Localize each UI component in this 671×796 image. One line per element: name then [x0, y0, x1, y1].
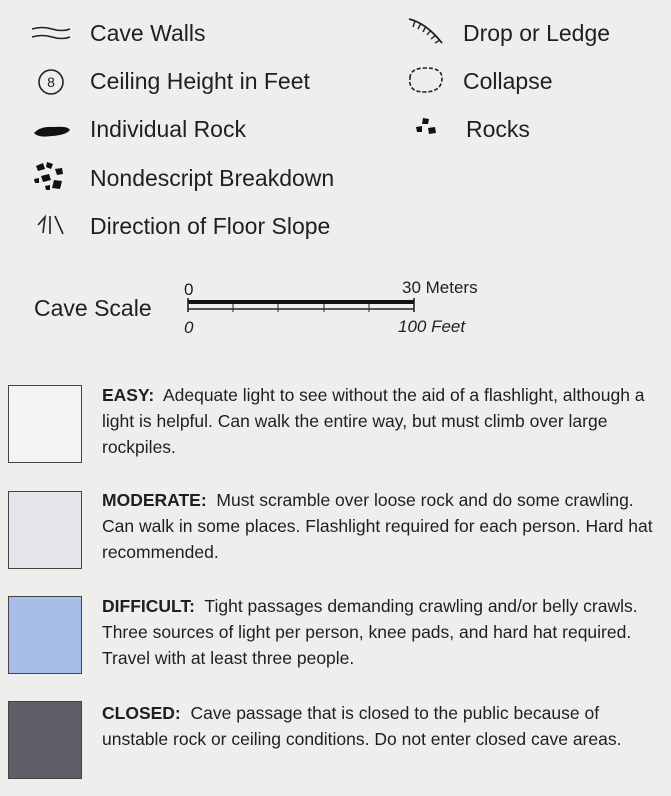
scale-meters-end: 30 Meters — [402, 278, 478, 297]
rocks-icon — [414, 116, 440, 138]
ceiling-height-icon — [37, 68, 65, 96]
cave-walls-icon — [30, 25, 72, 41]
text-moderate: Must scramble over loose rock and do some crawling. Can walk in some places. Flashlight required for each person. Hard hat recommended. — [102, 490, 653, 562]
nondescript-breakdown-icon — [32, 160, 68, 194]
level-easy: EASY: — [102, 385, 155, 405]
legend-label-ceiling-height: Ceiling Height in Feet — [90, 68, 310, 94]
text-closed: Cave passage that is closed to the public because of unstable rock or ceiling conditions. Do not enter closed cave areas. — [102, 703, 622, 749]
legend-label-collapse: Collapse — [463, 68, 553, 94]
level-moderate: MODERATE: — [102, 490, 207, 510]
level-difficult: DIFFICULT: — [102, 596, 195, 616]
desc-moderate — [102, 487, 667, 565]
swatch-easy — [8, 385, 82, 463]
swatch-difficult — [8, 596, 82, 674]
individual-rock-icon — [32, 123, 72, 139]
legend-label-drop-ledge: Drop or Ledge — [463, 20, 611, 46]
cave-scale-title: Cave Scale — [34, 295, 152, 321]
text-difficult: Tight passages demanding crawling and/or belly crawls. Three sources of light per person, knee pads, and hard hat required. Travel with at least three people. — [102, 596, 638, 668]
desc-closed — [102, 700, 667, 752]
drop-ledge-icon — [406, 15, 446, 49]
collapse-icon — [404, 64, 446, 96]
ceiling-height-number: 8 — [47, 74, 55, 90]
text-easy: Adequate light to see without the aid of a flashlight, although a light is helpful. Can walk the entire way, but must climb over large rockpiles. — [102, 385, 645, 457]
scale-feet-end: 100 Feet — [398, 317, 466, 336]
swatch-closed — [8, 701, 82, 779]
legend-label-floor-slope: Direction of Floor Slope — [90, 213, 331, 239]
desc-easy — [102, 382, 667, 460]
legend-label-cave-walls: Cave Walls — [90, 20, 206, 46]
level-closed: CLOSED: — [102, 703, 181, 723]
legend-label-individual-rock: Individual Rock — [90, 116, 246, 142]
swatch-moderate — [8, 491, 82, 569]
scale-feet-start: 0 — [184, 318, 194, 337]
scale-meters-start: 0 — [184, 280, 194, 299]
floor-slope-icon — [36, 213, 68, 237]
legend-label-nondescript-breakdown: Nondescript Breakdown — [90, 165, 335, 191]
desc-difficult — [102, 593, 667, 671]
legend-label-rocks: Rocks — [466, 116, 530, 142]
scale-bar — [186, 295, 418, 315]
